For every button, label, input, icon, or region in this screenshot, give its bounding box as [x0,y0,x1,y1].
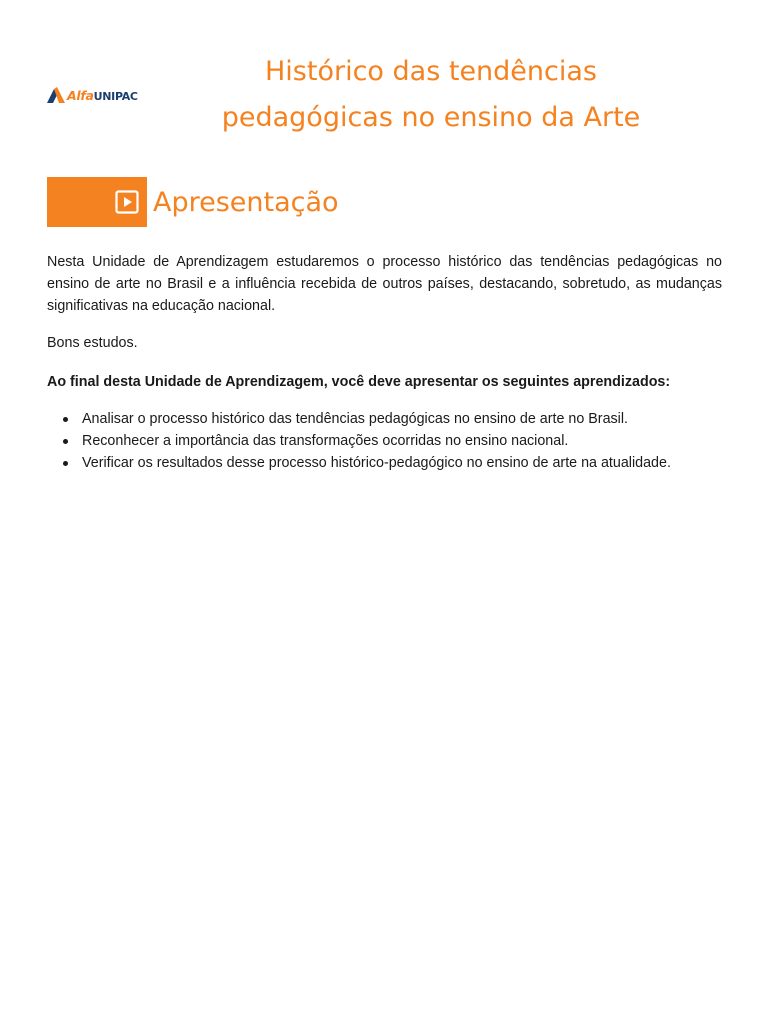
logo-alfa: Alfa [67,87,94,103]
objectives-list [47,408,722,474]
section-header [47,177,339,227]
page-title [170,49,692,141]
objectives-heading: Ao final desta Unidade de Aprendizagem, você deve apresentar os seguintes aprendizados: [47,374,671,390]
list-item: Analisar o processo histórico das tendências pedagógicas no ensino de arte no Brasil. [82,408,722,430]
list-item: Verificar os resultados desse processo histórico-pedagógico no ensino de arte na atualidade. [82,452,722,474]
brand-logo [47,86,138,104]
play-icon [115,190,139,214]
intro-paragraph: Nesta Unidade de Aprendizagem estudaremos o processo histórico das tendências pedagógicas no ensino de arte no Brasil e a influência recebida de outros países, destacando, sobretudo, as mudanças significativas na educação nacional. [47,254,722,314]
greeting-text: Bons estudos. [47,335,138,351]
list-item: Reconhecer a importância das transformações ocorridas no ensino nacional. [82,430,722,452]
triangle-logo-icon [47,87,65,103]
logo-unipac: UNIPAC [93,89,138,103]
section-title: Apresentação [153,186,339,218]
main-content [47,251,722,474]
section-accent-bar [47,177,147,227]
title-line-2: pedagógicas no ensino da Arte [221,102,641,133]
logo-text [67,88,138,103]
title-line-1: Histórico das tendências [265,56,597,87]
